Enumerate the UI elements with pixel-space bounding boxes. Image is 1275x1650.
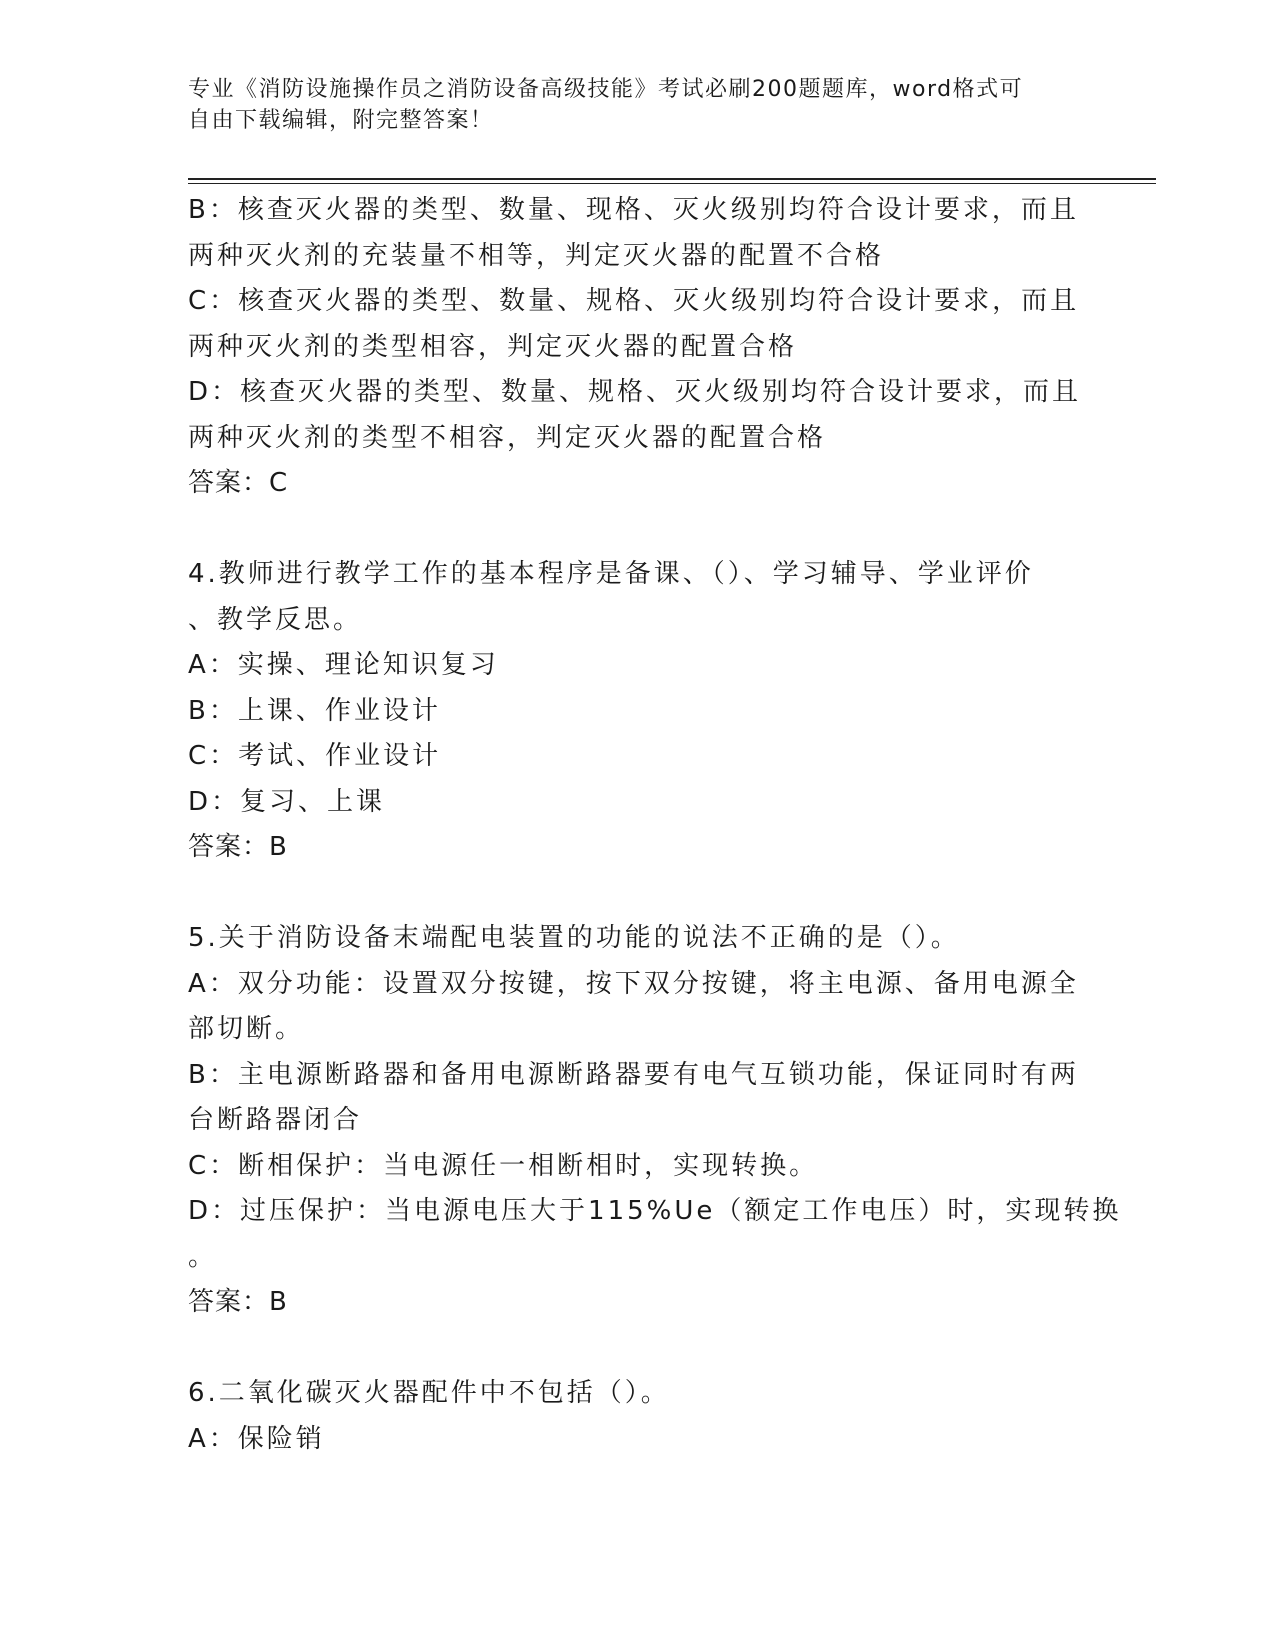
option-b-line-2: 台断路器闭合: [188, 1105, 363, 1135]
option-b-line-1: B：核查灭火器的类型、数量、现格、灭火级别均符合设计要求，而且: [188, 195, 1079, 225]
option-d-line-1: D：核查灭火器的类型、数量、规格、灭火级别均符合设计要求，而且: [188, 377, 1082, 407]
option-b: B：上课、作业设计: [188, 695, 441, 726]
answer-text: 答案：B: [188, 1287, 288, 1317]
spacer: [188, 871, 1088, 917]
option-c: C：考试、作业设计: [188, 741, 442, 771]
header-rule-thick: [188, 178, 1156, 180]
option-c: C：断相保护：当电源任一相断相时，实现转换。: [188, 1150, 819, 1181]
question-stem-line-2: 、教学反思。: [188, 604, 363, 635]
question-stem: 6.二氧化碳灭火器配件中不包括（）。: [188, 1378, 670, 1408]
document-header: [188, 74, 1088, 136]
header-rule-thin: [188, 183, 1156, 184]
spacer: [188, 507, 1088, 553]
option-d-line-2: 。: [188, 1241, 218, 1272]
question-6: [188, 1371, 1088, 1462]
option-d-line-2: 两种灭火剂的类型不相容，判定灭火器的配置合格: [188, 422, 827, 453]
option-b-line-2: 两种灭火剂的充装量不相等，判定灭火器的配置不合格: [188, 240, 885, 271]
option-d-line-1: D：过压保护：当电源电压大于115%Ue（额定工作电压）时，实现转换: [188, 1196, 1122, 1226]
option-c-line-1: C：核查灭火器的类型、数量、规格、灭火级别均符合设计要求，而且: [188, 286, 1080, 316]
header-line-2: 自由下载编辑，附完整答案！: [188, 108, 494, 133]
question-4: [188, 552, 1088, 871]
question-5: [188, 916, 1122, 1326]
option-d: D：复习、上课: [188, 786, 386, 817]
option-a: A：实操、理论知识复习: [188, 650, 499, 680]
question-stem-line-1: 4.教师进行教学工作的基本程序是备课、（）、学习辅导、学业评价: [188, 559, 1034, 589]
document-body: [188, 188, 1122, 1462]
answer-text: 答案：B: [188, 832, 288, 862]
option-a-line-2: 部切断。: [188, 1014, 305, 1044]
spacer: [188, 1326, 1088, 1372]
question-3: [188, 188, 1088, 507]
option-a: A：保险销: [188, 1423, 325, 1454]
question-stem: 5.关于消防设备末端配电装置的功能的说法不正确的是（）。: [188, 923, 960, 953]
option-a-line-1: A：双分功能：设置双分按键，按下双分按键，将主电源、备用电源全: [188, 968, 1079, 999]
header-line-1: 专业《消防设施操作员之消防设备高级技能》考试必刷200题题库，word格式可: [188, 77, 1024, 102]
option-c-line-2: 两种灭火剂的类型相容，判定灭火器的配置合格: [188, 331, 798, 362]
option-b-line-1: B：主电源断路器和备用电源断路器要有电气互锁功能，保证同时有两: [188, 1059, 1079, 1090]
answer-text: 答案：C: [188, 468, 289, 498]
